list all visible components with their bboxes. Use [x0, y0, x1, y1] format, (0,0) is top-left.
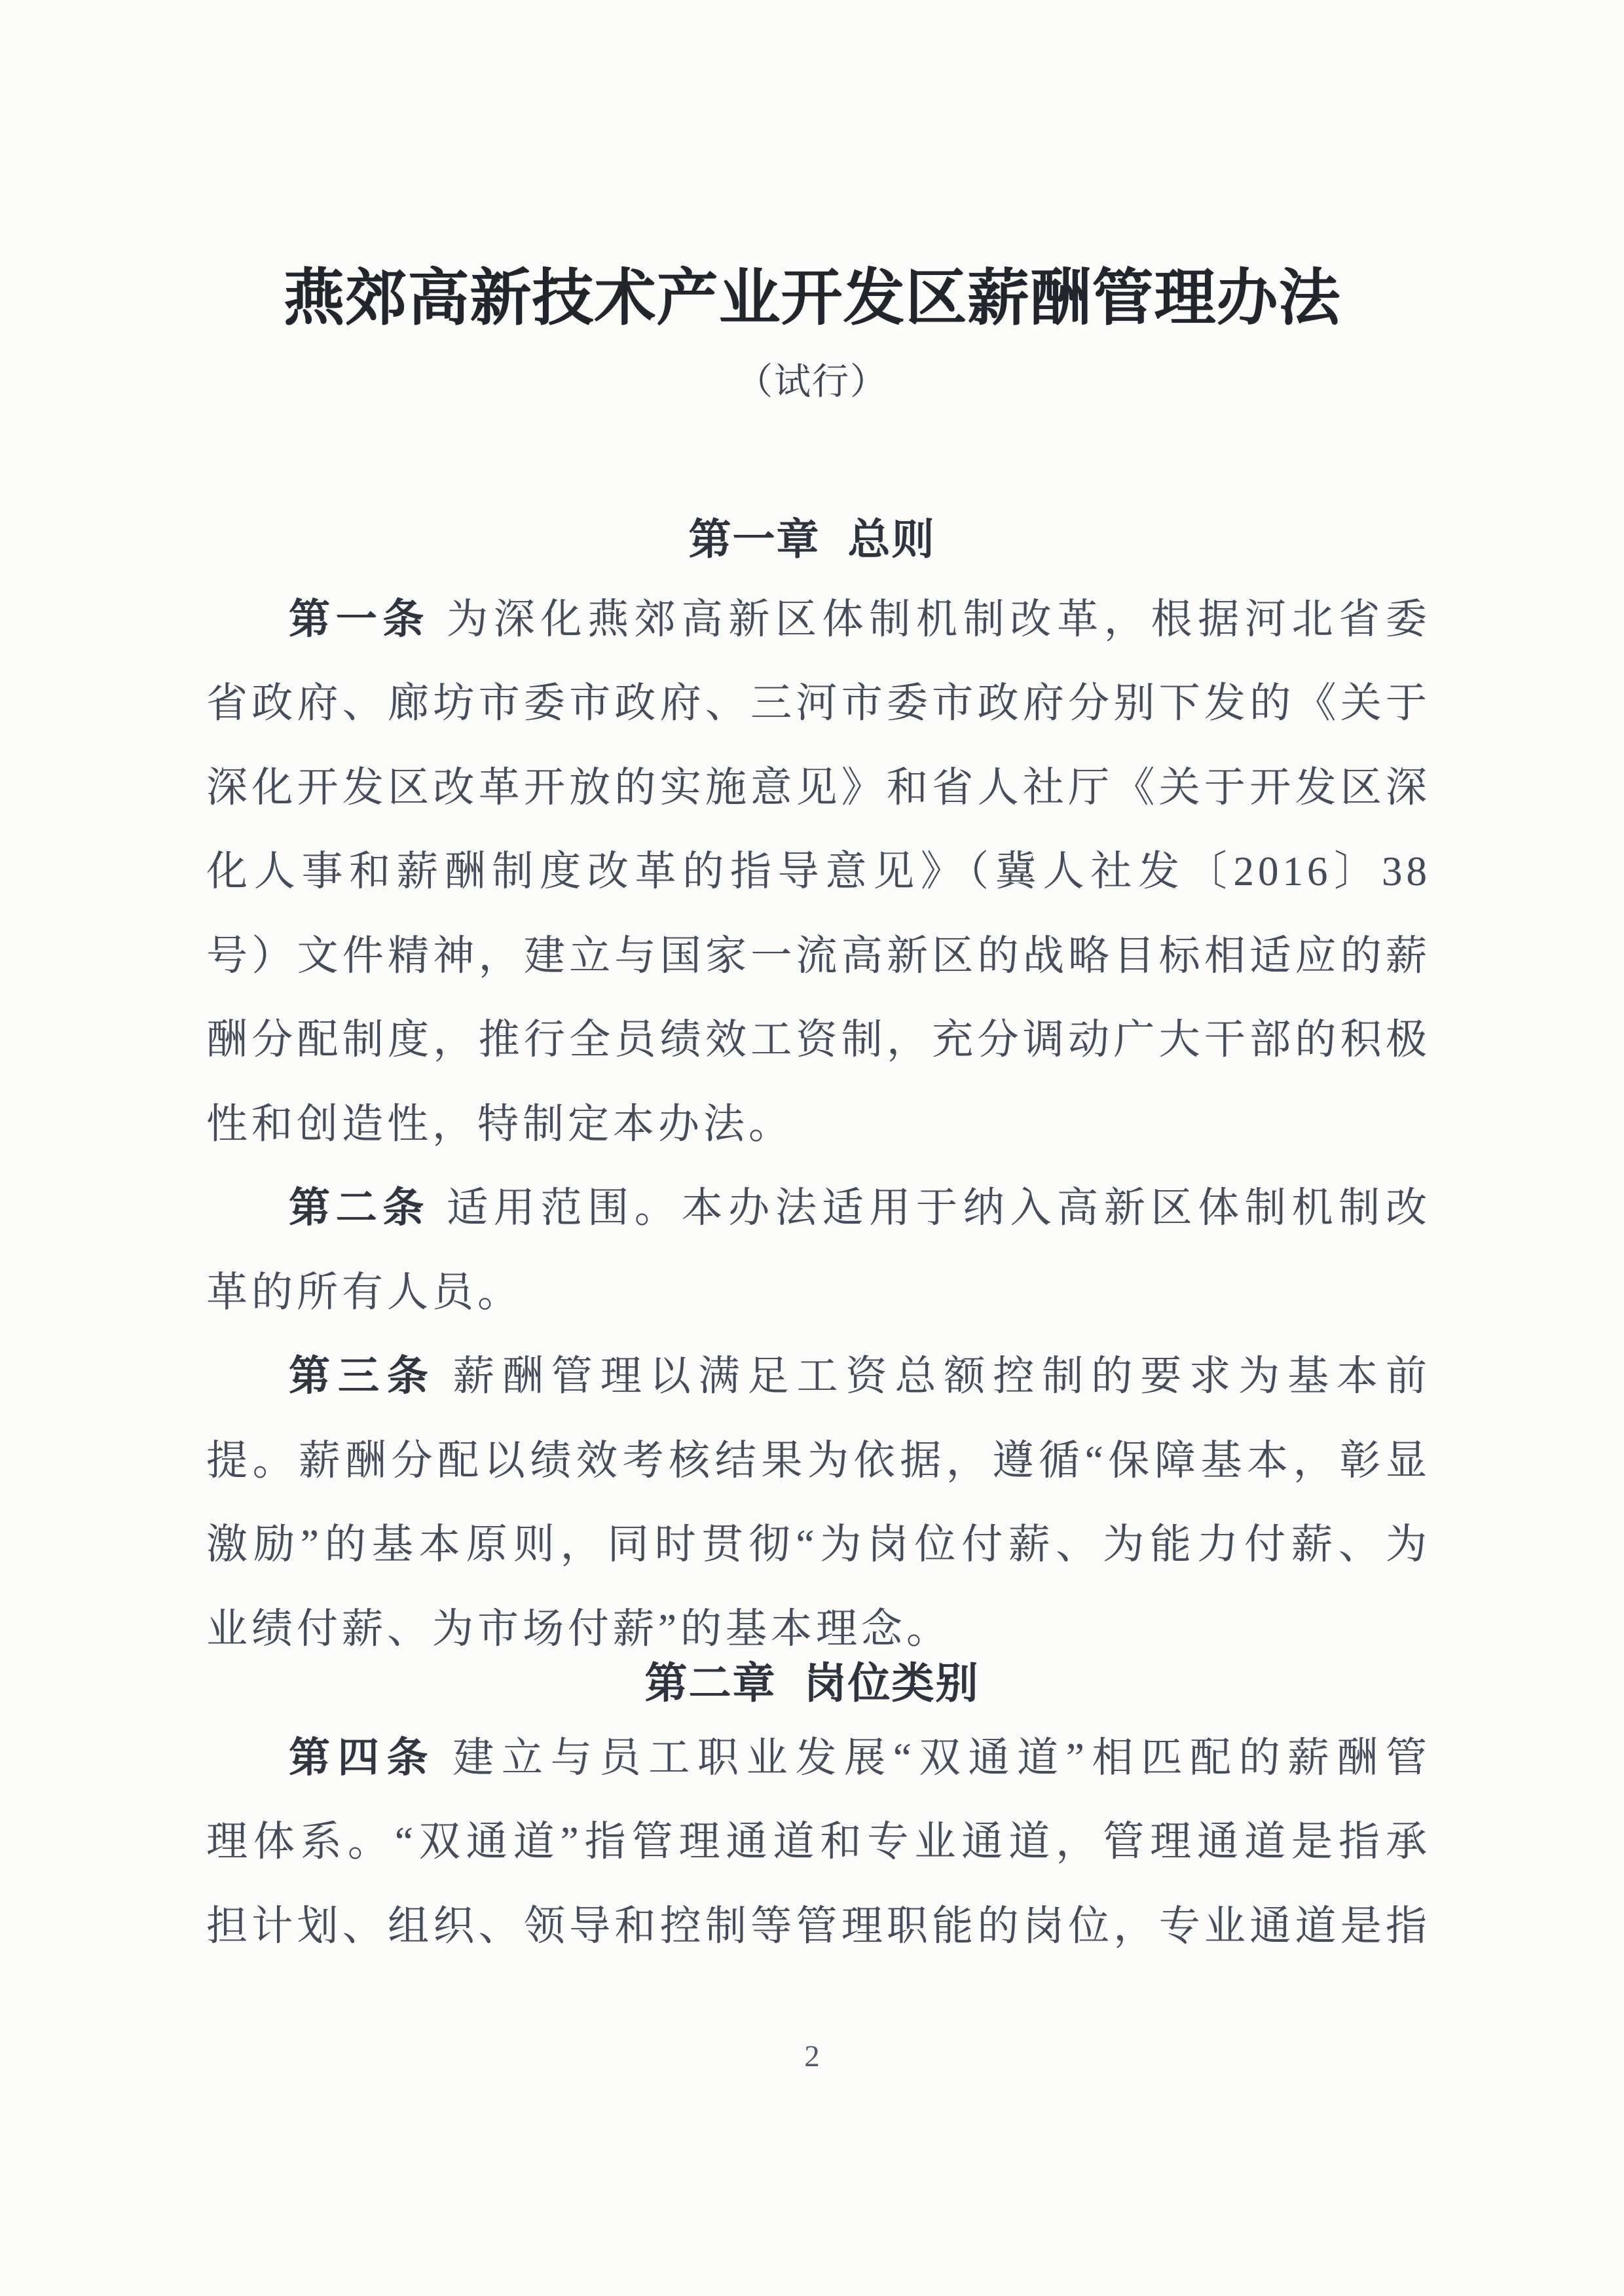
- line-text: 激励”的基本原则，同时贯彻“为岗位付薪、为能力付薪、为: [206, 1522, 1431, 1567]
- chapter-1-heading: 第一章 总则: [688, 515, 936, 563]
- article-1-label: 第一条: [289, 596, 430, 642]
- document-title: 燕郊高新技术产业开发区薪酬管理办法: [283, 263, 1341, 332]
- chapter-2-heading: 第二章 岗位类别: [644, 1659, 980, 1707]
- line-text: 号）文件精神，建立与国家一流高新区的战略目标相适应的薪: [206, 933, 1431, 979]
- line-text: 建立与员工职业发展“双通道”相匹配的薪酬管: [452, 1735, 1431, 1781]
- document-subtitle: （试行）: [736, 362, 888, 403]
- line-text: 提。薪酬分配以绩效考核结果为依据，遵循“保障基本，彰显: [206, 1438, 1431, 1484]
- article-2-label: 第二条: [289, 1185, 430, 1231]
- body-line: [206, 1017, 1431, 1063]
- body-line: [206, 596, 1431, 643]
- body-line: [206, 1522, 1431, 1568]
- body-line: [206, 1438, 1431, 1484]
- body-line: [206, 848, 1431, 895]
- line-text: 为深化燕郊高新区体制机制改革，根据河北省委: [447, 596, 1431, 642]
- body-line: [206, 1903, 1431, 1950]
- line-text: 薪酬管理以满足工资总额控制的要求为基本前: [452, 1353, 1431, 1399]
- body-line: [206, 1101, 1431, 1148]
- article-3-label: 第三条: [289, 1353, 436, 1399]
- line-text: 理体系。“双通道”指管理通道和专业通道，管理通道是指承: [206, 1819, 1431, 1865]
- line-text: 化人事和薪酬制度改革的指导意见》（冀人社发〔2016〕38: [206, 848, 1431, 894]
- line-text: 业绩付薪、为市场付薪”的基本理念。: [206, 1606, 951, 1652]
- body-line: [206, 1819, 1431, 1865]
- line-text: 深化开发区改革开放的实施意见》和省人社厅《关于开发区深: [206, 765, 1431, 811]
- line-text: 革的所有人员。: [206, 1269, 523, 1315]
- body-line: [206, 1606, 1431, 1652]
- line-text: 担计划、组织、领导和控制等管理职能的岗位，专业通道是指: [206, 1903, 1431, 1949]
- body-line: [206, 1185, 1431, 1231]
- line-text: 性和创造性，特制定本办法。: [206, 1101, 794, 1147]
- body-line: [206, 1735, 1431, 1781]
- page-number: 2: [804, 2039, 820, 2073]
- body-line: [206, 1353, 1431, 1400]
- line-text: 省政府、廊坊市委市政府、三河市委市政府分别下发的《关于: [206, 680, 1431, 726]
- body-line: [206, 933, 1431, 979]
- body-line: [206, 765, 1431, 811]
- article-4-label: 第四条: [289, 1735, 436, 1781]
- body-line: [206, 1269, 1431, 1316]
- line-text: 酬分配制度，推行全员绩效工资制，充分调动广大干部的积极: [206, 1017, 1431, 1063]
- line-text: 适用范围。本办法适用于纳入高新区体制机制改: [447, 1185, 1431, 1231]
- body-line: [206, 680, 1431, 727]
